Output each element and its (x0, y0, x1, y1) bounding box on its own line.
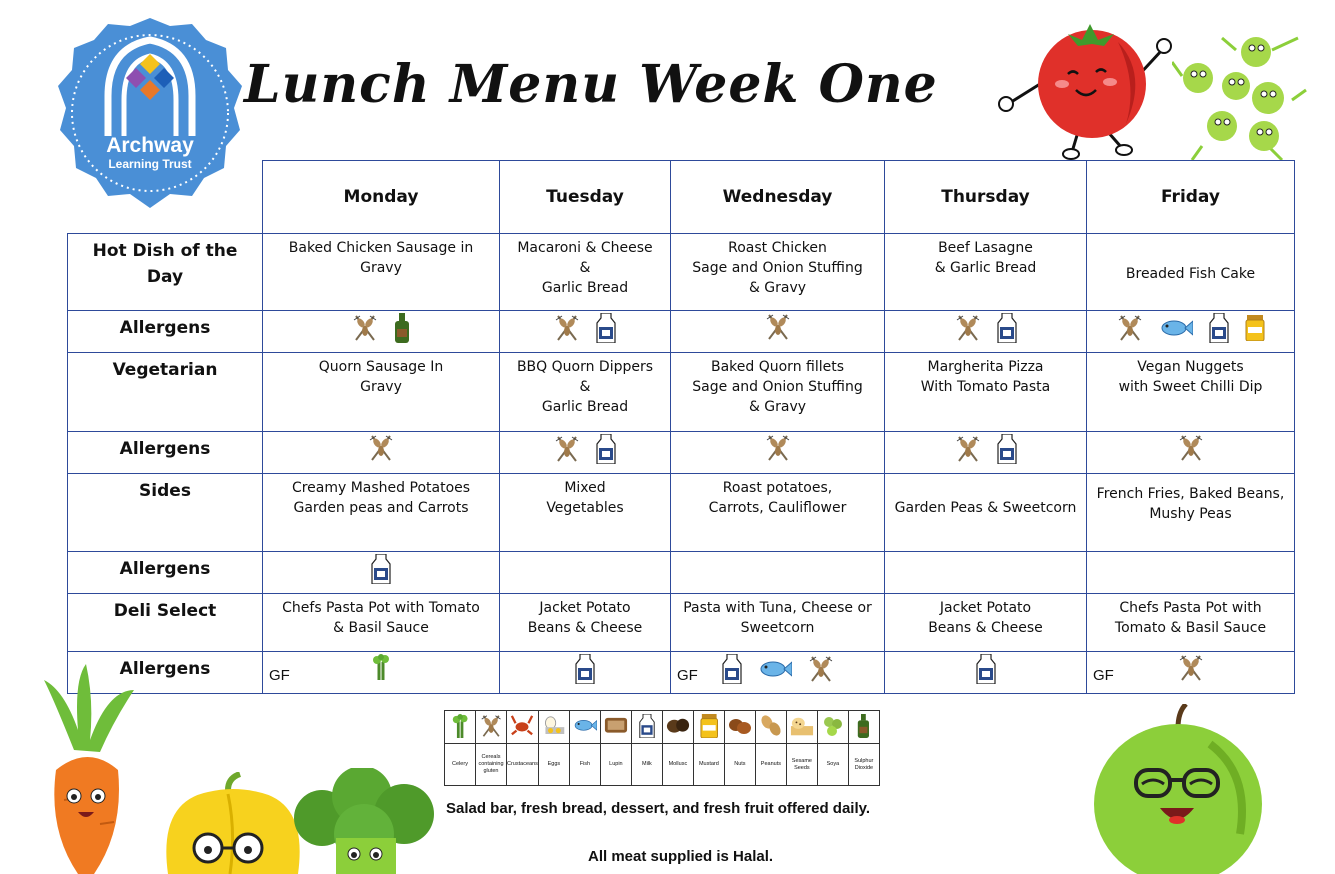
hot-dish-row (68, 234, 1295, 311)
logo-title: Archway (106, 134, 194, 157)
day-header: Tuesday (500, 161, 671, 234)
vegetarian-row (68, 353, 1295, 432)
apple-mascot-illustration (1090, 704, 1266, 874)
gluten-icon (554, 435, 580, 469)
sides-row (68, 474, 1295, 552)
sulphur-icon (848, 711, 879, 744)
milk-icon (575, 654, 595, 690)
menu-cell: Baked Chicken Sausage in Gravy (263, 234, 500, 311)
menu-cell: Jacket Potato Beans & Cheese (500, 594, 671, 652)
row-label: Allergens (68, 552, 263, 594)
mustard-icon (693, 711, 724, 744)
allergen-cell (885, 432, 1087, 474)
pepper-mascot-illustration (158, 772, 308, 874)
menu-cell: Garden Peas & Sweetcorn (885, 474, 1087, 552)
allergen-key-label: Sulphur Dioxide (848, 744, 879, 786)
corner-cell (68, 161, 263, 234)
menu-cell: French Fries, Baked Beans, Mushy Peas (1087, 474, 1295, 552)
allergen-cell (885, 552, 1087, 594)
milk-icon (997, 313, 1017, 349)
milk-icon (722, 654, 742, 690)
row-label: Allergens (68, 652, 263, 694)
deli-allergen-row (68, 652, 1295, 694)
gluten-free-tag: GF (677, 667, 698, 684)
allergen-key-label: Celery (445, 744, 476, 786)
menu-cell: Pasta with Tuna, Cheese or Sweetcorn (671, 594, 885, 652)
allergen-key-label: Crustaceans (507, 744, 539, 786)
menu-cell: Quorn Sausage In Gravy (263, 353, 500, 432)
menu-cell: Margherita Pizza With Tomato Pasta (885, 353, 1087, 432)
menu-cell: Chefs Pasta Pot with Tomato & Basil Sauce (1087, 594, 1295, 652)
allergen-cell (1087, 311, 1295, 353)
peas-mascot-illustration (1172, 34, 1308, 162)
deli-row (68, 594, 1295, 652)
allergen-cell (500, 552, 671, 594)
tomato-mascot-illustration (998, 14, 1174, 160)
allergen-cell (500, 311, 671, 353)
daily-offer-note: Salad bar, fresh bread, dessert, and fresh fruit offered daily. (446, 800, 871, 817)
menu-cell: Roast Chicken Sage and Onion Stuffing & Gravy (671, 234, 885, 311)
milk-icon (596, 313, 616, 349)
allergen-key-label: Soya (817, 744, 848, 786)
peanuts-icon (755, 711, 786, 744)
celery-icon (445, 711, 476, 744)
milk-icon (997, 434, 1017, 470)
vegetarian-allergen-row (68, 432, 1295, 474)
allergen-key-label: Mustard (693, 744, 724, 786)
row-label: Sides (68, 474, 263, 552)
broccoli-mascot-illustration (292, 768, 442, 874)
gluten-free-tag: GF (1093, 667, 1114, 684)
allergen-key-label: Sesame Seeds (786, 744, 817, 786)
gluten-icon (476, 711, 507, 744)
eggs-icon (538, 711, 569, 744)
gluten-icon (765, 434, 791, 468)
fish-icon (758, 660, 792, 684)
gluten-icon (352, 314, 378, 348)
menu-cell: Baked Quorn fillets Sage and Onion Stuffing & Gravy (671, 353, 885, 432)
allergen-cell (671, 432, 885, 474)
gluten-icon (1178, 434, 1204, 468)
gluten-free-tag: GF (269, 667, 290, 684)
day-header: Monday (263, 161, 500, 234)
row-label: Vegetarian (68, 353, 263, 432)
gluten-icon (368, 434, 394, 468)
menu-cell: Breaded Fish Cake (1087, 234, 1295, 311)
milk-icon (596, 434, 616, 470)
menu-cell: Jacket Potato Beans & Cheese (885, 594, 1087, 652)
allergen-cell (500, 432, 671, 474)
allergen-cell (263, 652, 500, 694)
menu-cell: Creamy Mashed Potatoes Garden peas and Carrots (263, 474, 500, 552)
row-label: Allergens (68, 432, 263, 474)
menu-table (67, 160, 1295, 694)
allergen-cell (671, 552, 885, 594)
day-header: Thursday (885, 161, 1087, 234)
allergen-key-label: Milk (631, 744, 662, 786)
allergen-key-label: Cereals containing gluten (476, 744, 507, 786)
page-title: Lunch Menu Week One (244, 54, 938, 115)
mollusc-icon (662, 711, 693, 744)
allergen-cell (885, 652, 1087, 694)
row-label: Deli Select (68, 594, 263, 652)
allergen-cell (885, 311, 1087, 353)
menu-cell: BBQ Quorn Dippers & Garlic Bread (500, 353, 671, 432)
allergen-cell (1087, 432, 1295, 474)
halal-note: All meat supplied is Halal. (588, 848, 774, 865)
allergen-cell (1087, 652, 1295, 694)
day-header: Wednesday (671, 161, 885, 234)
milk-icon (1209, 313, 1229, 349)
allergen-cell (671, 311, 885, 353)
menu-cell: Beef Lasagne & Garlic Bread (885, 234, 1087, 311)
allergen-cell (263, 552, 500, 594)
allergen-key-label: Fish (569, 744, 600, 786)
mustard-icon (1245, 315, 1265, 347)
row-label: Hot Dish of the Day (68, 234, 263, 311)
sulphur-icon (394, 313, 410, 349)
gluten-icon (955, 435, 981, 469)
milk-icon (371, 554, 391, 590)
fish-icon (569, 711, 600, 744)
day-header: Friday (1087, 161, 1295, 234)
logo-subtitle: Learning Trust (108, 157, 192, 171)
menu-cell: Mixed Vegetables (500, 474, 671, 552)
gluten-icon (554, 314, 580, 348)
allergen-key (444, 710, 880, 786)
day-header-row (68, 161, 1295, 234)
allergen-cell (263, 311, 500, 353)
menu-cell: Roast potatoes, Carrots, Cauliflower (671, 474, 885, 552)
allergen-cell (1087, 552, 1295, 594)
allergen-key-label: Nuts (724, 744, 755, 786)
row-label: Allergens (68, 311, 263, 353)
allergen-cell (671, 652, 885, 694)
milk-icon (976, 654, 996, 690)
allergen-key-label: Mollusc (662, 744, 693, 786)
menu-cell: Macaroni & Cheese & Garlic Bread (500, 234, 671, 311)
celery-icon (370, 654, 392, 686)
sesame-icon (786, 711, 817, 744)
carrot-mascot-illustration (34, 660, 144, 874)
allergen-key-label: Eggs (538, 744, 569, 786)
allergen-key-icons (445, 711, 880, 744)
allergen-key-label: Lupin (600, 744, 631, 786)
sides-allergen-row (68, 552, 1295, 594)
gluten-icon (808, 655, 834, 689)
menu-cell: Vegan Nuggets with Sweet Chilli Dip (1087, 353, 1295, 432)
fish-icon (1159, 319, 1193, 343)
milk-icon (631, 711, 662, 744)
gluten-icon (1178, 654, 1204, 688)
gluten-icon (955, 314, 981, 348)
lupin-icon (600, 711, 631, 744)
allergen-key-labels (445, 744, 880, 786)
menu-cell: Chefs Pasta Pot with Tomato & Basil Sauce (263, 594, 500, 652)
crustaceans-icon (507, 711, 539, 744)
gluten-icon (1117, 314, 1143, 348)
soya-icon (817, 711, 848, 744)
hot-allergen-row (68, 311, 1295, 353)
gluten-icon (765, 313, 791, 347)
allergen-cell (500, 652, 671, 694)
nuts-icon (724, 711, 755, 744)
allergen-cell (263, 432, 500, 474)
allergen-key-label: Peanuts (755, 744, 786, 786)
